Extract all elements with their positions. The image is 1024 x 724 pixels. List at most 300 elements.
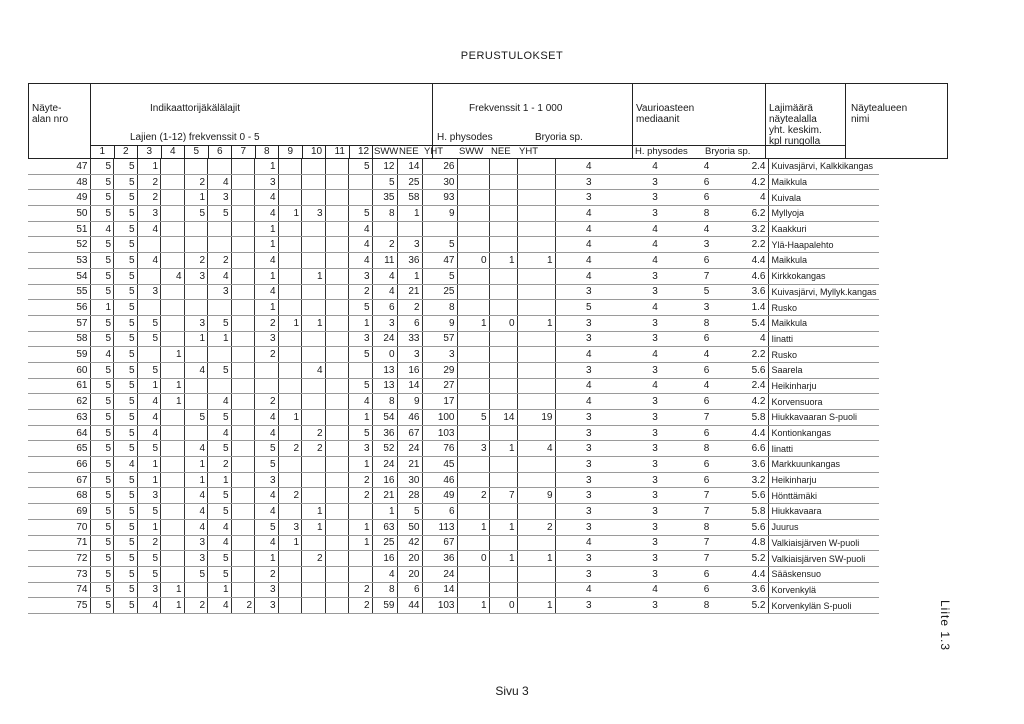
damage-b-cell: 4 xyxy=(622,582,688,598)
frequency-cell: 49 xyxy=(422,488,457,504)
species-freq-cell: 5 xyxy=(349,425,373,441)
species-freq-cell: 2 xyxy=(255,566,279,582)
species-freq-cell: 1 xyxy=(161,378,185,394)
species-freq-cell: 1 xyxy=(208,331,232,347)
damage-b-cell: 3 xyxy=(622,362,688,378)
species-freq-cell: 1 xyxy=(161,582,185,598)
damage-b-cell: 3 xyxy=(622,504,688,520)
species-freq-cell: 2 xyxy=(208,253,232,269)
species-freq-cell xyxy=(278,504,302,520)
species-freq-cell xyxy=(231,268,255,284)
species-freq-cell xyxy=(208,378,232,394)
species-freq-cell: 5 xyxy=(90,472,114,488)
frequency-cell xyxy=(457,206,489,222)
sample-id-cell: 74 xyxy=(28,582,90,598)
frequency-cell xyxy=(517,504,555,520)
frequency-cell: 1 xyxy=(517,551,555,567)
frequency-cell: 5 xyxy=(422,237,457,253)
area-name-cell: Maikkula xyxy=(768,253,879,269)
damage-b-cell: 3 xyxy=(622,284,688,300)
table-row xyxy=(28,268,879,284)
species-freq-cell: 5 xyxy=(137,566,161,582)
species-freq-cell: 4 xyxy=(255,425,279,441)
frequency-cell xyxy=(457,472,489,488)
frequency-cell xyxy=(457,284,489,300)
frequency-cell: 25 xyxy=(397,174,422,190)
species-count-cell: 3 xyxy=(688,300,725,316)
species-number-9: 9 xyxy=(287,146,294,157)
species-freq-cell xyxy=(278,331,302,347)
sample-id-cell: 63 xyxy=(28,410,90,426)
area-name-cell: Ylä-Haapalehto xyxy=(768,237,879,253)
frequency-cell xyxy=(517,206,555,222)
species-freq-cell xyxy=(231,394,255,410)
species-freq-cell xyxy=(325,457,349,473)
frequency-cell xyxy=(489,206,517,222)
frequency-cell: 1 xyxy=(397,268,422,284)
table-row xyxy=(28,519,879,535)
species-freq-cell xyxy=(349,362,373,378)
species-freq-cell: 5 xyxy=(137,504,161,520)
species-avg-cell: 4.4 xyxy=(725,566,768,582)
species-freq-cell xyxy=(231,237,255,253)
frequency-cell xyxy=(372,221,397,237)
frequency-cell: 9 xyxy=(422,315,457,331)
frequency-cell xyxy=(489,362,517,378)
species-freq-cell xyxy=(208,221,232,237)
header-divider xyxy=(845,83,846,158)
species-avg-cell: 3.6 xyxy=(725,457,768,473)
frequency-cell: 24 xyxy=(372,457,397,473)
frequency-cell: 67 xyxy=(422,535,457,551)
species-freq-cell xyxy=(231,425,255,441)
sample-id-cell: 73 xyxy=(28,566,90,582)
species-freq-cell xyxy=(349,174,373,190)
species-freq-cell xyxy=(231,582,255,598)
species-freq-cell xyxy=(325,347,349,363)
species-freq-cell xyxy=(325,206,349,222)
species-avg-cell: 5.6 xyxy=(725,519,768,535)
species-freq-cell xyxy=(161,331,185,347)
species-freq-cell: 5 xyxy=(114,315,138,331)
frequency-cell xyxy=(489,472,517,488)
damage-b-cell: 3 xyxy=(622,331,688,347)
frequency-cell xyxy=(422,221,457,237)
species-number-5: 5 xyxy=(193,146,200,157)
species-freq-cell xyxy=(325,410,349,426)
species-freq-cell: 3 xyxy=(349,331,373,347)
table-row xyxy=(28,504,879,520)
species-freq-cell: 5 xyxy=(208,566,232,582)
species-freq-cell: 5 xyxy=(114,347,138,363)
species-freq-cell: 2 xyxy=(137,535,161,551)
frequency-cell: 76 xyxy=(422,441,457,457)
damage-b-cell: 3 xyxy=(622,441,688,457)
area-name-cell: Rusko xyxy=(768,347,879,363)
species-freq-cell xyxy=(325,362,349,378)
frequency-cell xyxy=(489,300,517,316)
frequency-cell xyxy=(517,284,555,300)
frequency-cell xyxy=(457,394,489,410)
species-freq-cell: 5 xyxy=(90,362,114,378)
species-freq-cell xyxy=(302,457,326,473)
area-name-cell: Hiukkavaaran S-puoli xyxy=(768,410,879,426)
species-freq-cell xyxy=(278,268,302,284)
damage-h-cell: 3 xyxy=(555,551,622,567)
table-row xyxy=(28,472,879,488)
species-count-cell: 7 xyxy=(688,410,725,426)
freq-col-sww: SWW xyxy=(374,146,399,157)
sample-id-cell: 48 xyxy=(28,174,90,190)
species-freq-cell: 2 xyxy=(231,598,255,614)
species-avg-cell: 3.6 xyxy=(725,284,768,300)
species-freq-cell: 1 xyxy=(184,472,208,488)
frequency-cell xyxy=(517,457,555,473)
species-freq-cell xyxy=(255,378,279,394)
frequency-cell: 2 xyxy=(397,300,422,316)
freq-col-nee: NEE xyxy=(491,146,511,157)
frequency-cell: 0 xyxy=(489,598,517,614)
header-area-name: Näytealueen nimi xyxy=(851,103,908,125)
species-freq-cell xyxy=(184,394,208,410)
species-freq-cell: 5 xyxy=(114,504,138,520)
damage-h-cell: 4 xyxy=(555,159,622,174)
table-row xyxy=(28,362,879,378)
species-freq-cell xyxy=(208,300,232,316)
species-freq-cell xyxy=(137,300,161,316)
area-name-cell: Hönttämäki xyxy=(768,488,879,504)
table-row xyxy=(28,566,879,582)
species-freq-cell: 2 xyxy=(184,598,208,614)
frequency-cell: 5 xyxy=(422,268,457,284)
species-freq-cell: 5 xyxy=(90,268,114,284)
species-avg-cell: 6.2 xyxy=(725,206,768,222)
species-freq-cell xyxy=(184,159,208,174)
species-freq-cell: 5 xyxy=(114,535,138,551)
species-freq-cell: 5 xyxy=(90,206,114,222)
sample-id-cell: 70 xyxy=(28,519,90,535)
species-freq-cell: 1 xyxy=(302,504,326,520)
damage-h-cell: 3 xyxy=(555,472,622,488)
species-freq-cell: 4 xyxy=(184,362,208,378)
damage-h-cell: 5 xyxy=(555,300,622,316)
damage-b-cell: 4 xyxy=(622,159,688,174)
species-freq-cell: 5 xyxy=(114,253,138,269)
frequency-cell: 1 xyxy=(489,551,517,567)
damage-h-cell: 4 xyxy=(555,253,622,269)
species-freq-cell xyxy=(278,284,302,300)
species-freq-cell: 2 xyxy=(184,253,208,269)
area-name-cell: Iinatti xyxy=(768,331,879,347)
header-divider xyxy=(765,83,766,158)
table-row xyxy=(28,488,879,504)
frequency-cell: 25 xyxy=(372,535,397,551)
frequency-cell xyxy=(517,190,555,206)
frequency-cell: 1 xyxy=(457,598,489,614)
damage-h-cell: 3 xyxy=(555,410,622,426)
damage-h-cell: 3 xyxy=(555,190,622,206)
damage-h-cell: 3 xyxy=(555,362,622,378)
species-freq-cell: 5 xyxy=(114,237,138,253)
species-freq-cell: 4 xyxy=(137,394,161,410)
frequency-cell: 46 xyxy=(397,410,422,426)
frequency-cell: 8 xyxy=(422,300,457,316)
frequency-cell xyxy=(517,535,555,551)
species-freq-cell: 5 xyxy=(114,425,138,441)
species-freq-cell: 4 xyxy=(184,488,208,504)
species-freq-cell: 4 xyxy=(302,362,326,378)
sample-id-cell: 71 xyxy=(28,535,90,551)
header-h-physodes: H. physodes xyxy=(437,132,493,143)
species-freq-cell: 4 xyxy=(255,535,279,551)
frequency-cell: 59 xyxy=(372,598,397,614)
species-count-cell: 4 xyxy=(688,347,725,363)
table-row xyxy=(28,394,879,410)
damage-b-cell: 3 xyxy=(622,394,688,410)
frequency-cell xyxy=(457,159,489,174)
species-freq-cell: 5 xyxy=(114,566,138,582)
frequency-cell xyxy=(457,268,489,284)
sample-id-cell: 65 xyxy=(28,441,90,457)
frequency-cell: 14 xyxy=(397,378,422,394)
frequency-cell xyxy=(457,221,489,237)
species-freq-cell: 5 xyxy=(255,519,279,535)
frequency-cell xyxy=(489,221,517,237)
species-freq-cell: 3 xyxy=(137,206,161,222)
species-freq-cell: 5 xyxy=(114,488,138,504)
species-freq-cell xyxy=(231,221,255,237)
species-freq-cell: 5 xyxy=(349,347,373,363)
frequency-cell xyxy=(517,582,555,598)
species-freq-cell xyxy=(161,253,185,269)
species-freq-cell: 3 xyxy=(184,315,208,331)
species-freq-cell xyxy=(208,159,232,174)
species-freq-cell: 4 xyxy=(255,190,279,206)
species-avg-cell: 4.6 xyxy=(725,268,768,284)
species-count-cell: 6 xyxy=(688,582,725,598)
frequency-cell xyxy=(489,159,517,174)
table-row xyxy=(28,535,879,551)
damage-h-cell: 3 xyxy=(555,425,622,441)
damage-b-cell: 3 xyxy=(622,268,688,284)
frequency-cell: 1 xyxy=(517,315,555,331)
frequency-cell xyxy=(517,268,555,284)
species-freq-cell: 5 xyxy=(114,206,138,222)
species-freq-cell xyxy=(161,159,185,174)
frequency-cell: 30 xyxy=(397,472,422,488)
species-number-11: 11 xyxy=(334,146,345,157)
species-freq-cell: 5 xyxy=(114,221,138,237)
species-avg-cell: 2.2 xyxy=(725,347,768,363)
damage-h-cell: 3 xyxy=(555,566,622,582)
species-count-cell: 4 xyxy=(688,378,725,394)
species-freq-cell xyxy=(325,159,349,174)
species-freq-cell: 1 xyxy=(255,268,279,284)
species-freq-cell xyxy=(278,582,302,598)
frequency-cell: 25 xyxy=(422,284,457,300)
frequency-cell: 5 xyxy=(372,174,397,190)
frequency-cell: 21 xyxy=(397,457,422,473)
table-row xyxy=(28,237,879,253)
damage-b-cell: 4 xyxy=(622,300,688,316)
species-freq-cell: 1 xyxy=(137,159,161,174)
table-row xyxy=(28,457,879,473)
species-freq-cell xyxy=(184,221,208,237)
species-freq-cell: 3 xyxy=(255,598,279,614)
damage-b-cell: 3 xyxy=(622,472,688,488)
frequency-cell xyxy=(517,394,555,410)
frequency-cell: 2 xyxy=(457,488,489,504)
species-freq-cell: 4 xyxy=(184,504,208,520)
species-freq-cell xyxy=(278,472,302,488)
species-freq-cell xyxy=(161,488,185,504)
frequency-cell xyxy=(457,331,489,347)
frequency-cell xyxy=(489,347,517,363)
species-freq-cell xyxy=(349,566,373,582)
species-freq-cell: 3 xyxy=(255,472,279,488)
species-freq-cell xyxy=(325,425,349,441)
damage-b-cell: 3 xyxy=(622,206,688,222)
frequency-cell: 33 xyxy=(397,331,422,347)
species-freq-cell: 1 xyxy=(184,457,208,473)
frequency-cell xyxy=(517,300,555,316)
frequency-cell: 4 xyxy=(372,284,397,300)
frequency-cell: 1 xyxy=(489,519,517,535)
species-freq-cell: 3 xyxy=(208,284,232,300)
frequency-cell: 35 xyxy=(372,190,397,206)
species-freq-cell: 4 xyxy=(208,268,232,284)
species-freq-cell xyxy=(325,441,349,457)
species-freq-cell: 5 xyxy=(90,378,114,394)
page-footer: Sivu 3 xyxy=(495,684,529,698)
sample-id-cell: 53 xyxy=(28,253,90,269)
sample-id-cell: 69 xyxy=(28,504,90,520)
frequency-cell: 14 xyxy=(489,410,517,426)
species-freq-cell xyxy=(302,300,326,316)
species-freq-cell xyxy=(161,237,185,253)
species-freq-cell xyxy=(302,347,326,363)
damage-h-cell: 3 xyxy=(555,457,622,473)
species-freq-cell: 4 xyxy=(255,504,279,520)
frequency-cell xyxy=(517,347,555,363)
species-avg-cell: 5.6 xyxy=(725,362,768,378)
species-avg-cell: 4 xyxy=(725,190,768,206)
species-freq-cell: 3 xyxy=(137,488,161,504)
frequency-cell: 7 xyxy=(489,488,517,504)
sample-id-cell: 50 xyxy=(28,206,90,222)
frequency-cell xyxy=(517,331,555,347)
frequency-cell xyxy=(489,566,517,582)
table-row xyxy=(28,331,879,347)
table-row xyxy=(28,425,879,441)
area-name-cell: Heikinharju xyxy=(768,472,879,488)
frequency-cell: 14 xyxy=(422,582,457,598)
species-count-cell: 6 xyxy=(688,566,725,582)
table-row xyxy=(28,221,879,237)
species-freq-cell: 5 xyxy=(90,410,114,426)
species-freq-cell: 3 xyxy=(184,535,208,551)
appendix-label: Liite 1.3 xyxy=(938,600,952,652)
species-freq-cell: 4 xyxy=(90,347,114,363)
species-freq-cell xyxy=(349,551,373,567)
frequency-cell: 1 xyxy=(457,315,489,331)
species-freq-cell: 1 xyxy=(349,535,373,551)
sample-id-cell: 60 xyxy=(28,362,90,378)
frequency-cell: 4 xyxy=(517,441,555,457)
frequency-cell xyxy=(489,174,517,190)
species-count-cell: 8 xyxy=(688,441,725,457)
species-freq-cell xyxy=(278,598,302,614)
species-freq-cell: 1 xyxy=(161,347,185,363)
sample-id-cell: 52 xyxy=(28,237,90,253)
sample-id-cell: 54 xyxy=(28,268,90,284)
frequency-cell: 4 xyxy=(372,268,397,284)
species-freq-cell xyxy=(231,206,255,222)
species-number-3: 3 xyxy=(146,146,153,157)
species-freq-cell: 5 xyxy=(90,582,114,598)
species-freq-cell xyxy=(278,425,302,441)
frequency-cell xyxy=(457,300,489,316)
species-freq-cell xyxy=(302,566,326,582)
species-freq-cell xyxy=(231,315,255,331)
frequency-cell: 46 xyxy=(422,472,457,488)
damage-h-cell: 3 xyxy=(555,331,622,347)
species-freq-cell: 4 xyxy=(255,410,279,426)
area-name-cell: Valkiaisjärven SW-puoli xyxy=(768,551,879,567)
species-freq-cell: 5 xyxy=(208,362,232,378)
species-freq-cell xyxy=(302,159,326,174)
header-divider xyxy=(90,83,91,158)
frequency-cell: 12 xyxy=(372,159,397,174)
species-freq-cell: 4 xyxy=(137,253,161,269)
frequency-cell xyxy=(457,347,489,363)
frequency-cell: 2 xyxy=(517,519,555,535)
species-number-8: 8 xyxy=(264,146,270,157)
species-freq-cell: 5 xyxy=(114,378,138,394)
damage-b-cell: 4 xyxy=(622,378,688,394)
species-freq-cell xyxy=(231,472,255,488)
frequency-cell xyxy=(489,582,517,598)
frequency-cell: 103 xyxy=(422,425,457,441)
species-freq-cell xyxy=(278,347,302,363)
species-freq-cell: 5 xyxy=(90,174,114,190)
species-freq-cell xyxy=(161,315,185,331)
species-freq-cell: 5 xyxy=(114,300,138,316)
species-freq-cell xyxy=(325,551,349,567)
species-avg-cell: 5.8 xyxy=(725,504,768,520)
frequency-cell: 6 xyxy=(397,582,422,598)
species-freq-cell: 2 xyxy=(255,394,279,410)
species-avg-cell: 4.8 xyxy=(725,535,768,551)
species-freq-cell xyxy=(231,300,255,316)
species-freq-cell: 4 xyxy=(161,268,185,284)
frequency-cell: 8 xyxy=(372,206,397,222)
species-freq-cell xyxy=(325,582,349,598)
species-freq-cell xyxy=(231,362,255,378)
species-avg-cell: 3.6 xyxy=(725,582,768,598)
damage-b-cell: 4 xyxy=(622,347,688,363)
species-freq-cell xyxy=(184,378,208,394)
header-indicator: Indikaattorijäkälälajit xyxy=(150,103,241,114)
species-freq-cell: 5 xyxy=(90,441,114,457)
table-row xyxy=(28,190,879,206)
species-freq-cell xyxy=(302,582,326,598)
area-name-cell: Iinatti xyxy=(768,441,879,457)
species-number-10: 10 xyxy=(311,146,323,157)
species-freq-cell: 5 xyxy=(137,362,161,378)
species-avg-cell: 4 xyxy=(725,331,768,347)
species-freq-cell: 5 xyxy=(349,378,373,394)
